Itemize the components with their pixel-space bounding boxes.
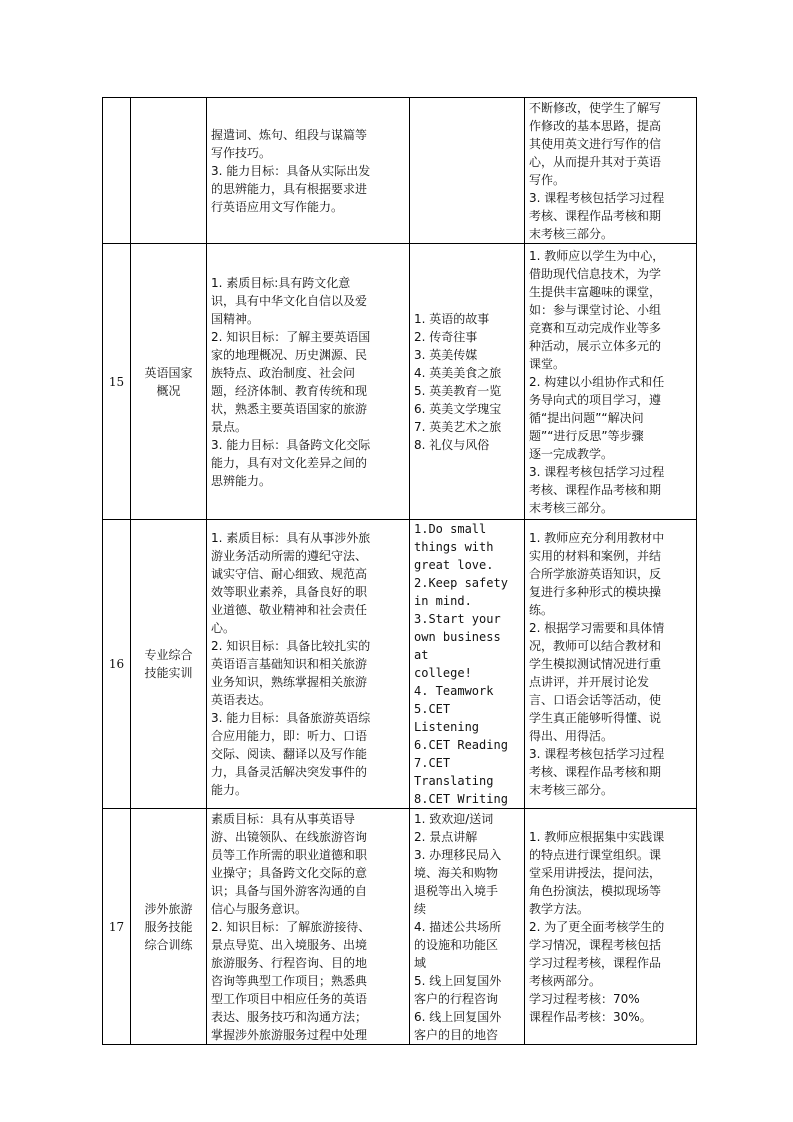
- course-goals: 1. 素质目标:具有跨文化意 识，具有中华文化自信以及爱 国精神。 2. 知识目标：了解主要英语国 家的地理概况、历史渊源、民 族特点、政治制度、社会问 题，经济体制、教育传统和现 状，熟悉主要英语国家的旅游 景点。 3. 能力目标：具备跨文化交际 能力，具有对文化差异之间的 思辨能力。: [207, 244, 410, 520]
- course-content: 1. 致欢迎/送词 2. 景点讲解 3. 办理移民局入 境、海关和购物 退税等出入境手 续 4. 描述公共场所 的设施和功能区 域 5. 线上回复国外 客户的行程咨询 6. 线上回复国外 客户的目的地咨: [410, 809, 525, 1045]
- table-row: [103, 244, 697, 520]
- curriculum-table: [102, 97, 697, 1045]
- course-name: 英语国家 概况: [131, 244, 207, 520]
- course-goals: 素质目标：具有从事英语导 游、出镜领队、在线旅游咨询 员等工作所需的职业道德和职 业操守；具备跨文化交际的意 识；具备与国外游客沟通的自 信心与服务意识。 2. 知识目标：了解旅游接待、 景点导览、出入境服务、出境 旅游服务、行程咨询、目的地 咨询等典型工作项目；熟悉典 型工作项目中相应任务的英语 表达、服务技巧和沟通方法； 掌握涉外旅游服务过程中处理: [207, 809, 410, 1045]
- row-number: 17: [103, 809, 131, 1045]
- course-goals: 1. 素质目标：具有从事涉外旅 游业务活动所需的遵纪守法、 诚实守信、耐心细致、规范高 效等职业素养，具备良好的职 业道德、敬业精神和社会责任 心。 2. 知识目标：具备比较扎实的 英语语言基础知识和相关旅游 业务知识，熟练掌握相关旅游 英语表达。 3. 能力目标：具备旅游英语综 合应用能力，即：听力、口语 交际、阅读、翻译以及写作能 力，具备灵活解决突发事件的 能力。: [207, 520, 410, 809]
- teaching-requirements: 1. 教师应以学生为中心， 借助现代信息技术，为学 生提供丰富趣味的课堂， 如：参与课堂讨论、小组 竞赛和互动完成作业等多 种活动，展示立体多元的 课堂。 2. 构建以小组协作式和任 务导向式的项目学习，遵 循“提出问题”“解决问 题”“进行反思”等步骤 逐一完成教学。 3. 课程考核包括学习过程 考核、课程作品考核和期 末考核三部分。: [525, 244, 697, 520]
- row-number: 15: [103, 244, 131, 520]
- course-name: [131, 98, 207, 244]
- table-row: [103, 809, 697, 1045]
- course-content: [410, 98, 525, 244]
- course-name: 专业综合 技能实训: [131, 520, 207, 809]
- table-row: [103, 98, 697, 244]
- table-row: [103, 520, 697, 809]
- course-goals: 握遣词、炼句、组段与谋篇等 写作技巧。 3. 能力目标：具备从实际出发 的思辨能力，具有根据要求进 行英语应用文写作能力。: [207, 98, 410, 244]
- teaching-requirements: 不断修改，使学生了解写 作修改的基本思路，提高 其使用英文进行写作的信 心，从而提升其对于英语 写作。 3. 课程考核包括学习过程 考核、课程作品考核和期 末考核三部分。: [525, 98, 697, 244]
- teaching-requirements: 1. 教师应根据集中实践课 的特点进行课堂组织。课 堂采用讲授法，提问法， 角色扮演法，模拟现场等 教学方法。 2. 为了更全面考核学生的 学习情况，课程考核包括 学习过程考核，课程作品 考核两部分。 学习过程考核：70% 课程作品考核：30%。: [525, 809, 697, 1045]
- row-number: 16: [103, 520, 131, 809]
- course-content: 1.Do small things with great love. 2.Keep safety in mind. 3.Start your own business at college! 4. Teamwork 5.CET Listening 6.CET Reading 7.CET Translating 8.CET Writing: [410, 520, 525, 809]
- course-name: 涉外旅游 服务技能 综合训练: [131, 809, 207, 1045]
- row-number: [103, 98, 131, 244]
- teaching-requirements: 1. 教师应充分利用教材中 实用的材料和案例，并结 合所学旅游英语知识，反 复进行多种形式的模块操 练。 2. 根据学习需要和具体情 况，教师可以结合教材和 学生模拟测试情况进行重 点讲评，并开展讨论发 言、口语会话等活动，使 学生真正能够听得懂、说 得出、用得活。 3. 课程考核包括学习过程 考核、课程作品考核和期 末考核三部分。: [525, 520, 697, 809]
- course-content: 1. 英语的故事 2. 传奇往事 3. 英美传媒 4. 英美美食之旅 5. 英美教育一览 6. 英美文学瑰宝 7. 英美艺术之旅 8. 礼仪与风俗: [410, 244, 525, 520]
